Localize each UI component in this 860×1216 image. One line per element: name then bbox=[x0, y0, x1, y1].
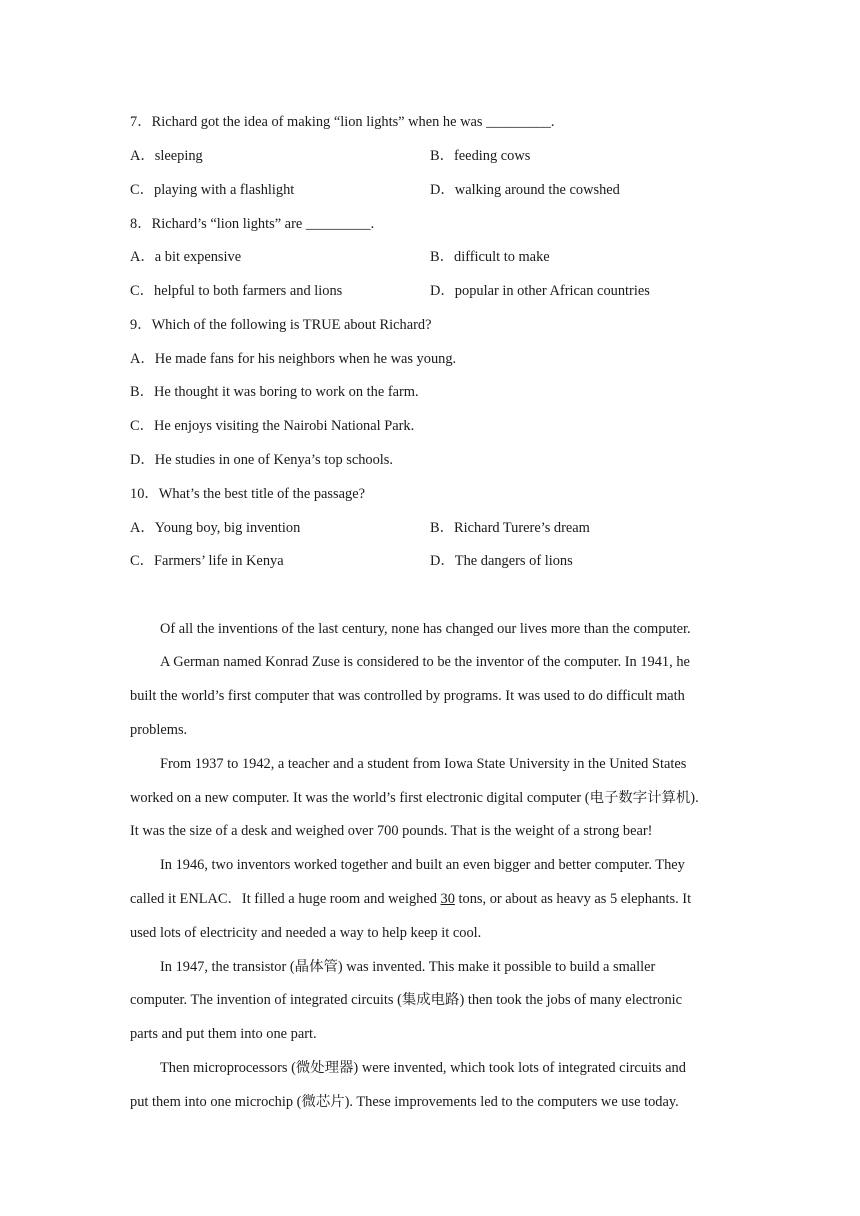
passage-line: computer. The invention of integrated circuits (集成电路) then took the jobs of many electronic bbox=[130, 992, 683, 1008]
option-label: D． bbox=[130, 452, 155, 468]
option-text: walking around the cowshed bbox=[454, 182, 620, 198]
option-8c[interactable] bbox=[130, 281, 342, 301]
option-label: B． bbox=[430, 520, 454, 536]
option-label: D． bbox=[430, 553, 455, 569]
question-number: 9． bbox=[130, 317, 152, 333]
option-text: He studies in one of Kenya’s top schools. bbox=[154, 452, 394, 468]
passage-line bbox=[130, 889, 691, 909]
option-text: difficult to make bbox=[454, 249, 550, 265]
option-text: a bit expensive bbox=[154, 249, 242, 265]
option-10d[interactable] bbox=[430, 551, 573, 571]
option-label: B． bbox=[430, 249, 454, 265]
option-label: C． bbox=[130, 553, 154, 569]
passage-line: problems. bbox=[130, 722, 188, 738]
passage-line: used lots of electricity and needed a way to help keep it cool. bbox=[130, 925, 482, 941]
option-9c[interactable] bbox=[130, 416, 414, 436]
passage-line: In 1946, two inventors worked together and built an even bigger and better computer. They bbox=[160, 857, 685, 873]
question-number: 7． bbox=[130, 114, 152, 130]
option-text: He enjoys visiting the Nairobi National Park. bbox=[154, 418, 415, 434]
question-stem: What’s the best title of the passage? bbox=[158, 486, 365, 502]
passage-line: built the world’s first computer that was controlled by programs. It was used to do difficult math bbox=[130, 688, 685, 704]
question-7 bbox=[130, 112, 554, 132]
passage-line: parts and put them into one part. bbox=[130, 1026, 317, 1042]
passage-line: In 1947, the transistor (晶体管) was invented. This make it possible to build a smaller bbox=[160, 959, 656, 975]
passage-text: tons, or about as heavy as 5 elephants. It bbox=[454, 891, 692, 907]
option-label: A． bbox=[130, 148, 155, 164]
question-10 bbox=[130, 484, 365, 504]
option-text: He made fans for his neighbors when he was young. bbox=[154, 351, 457, 367]
option-9a[interactable] bbox=[130, 349, 456, 369]
option-label: C． bbox=[130, 418, 154, 434]
question-9 bbox=[130, 315, 432, 335]
passage-line: It was the size of a desk and weighed over 700 pounds. That is the weight of a strong bear! bbox=[130, 823, 653, 839]
option-label: B． bbox=[130, 384, 154, 400]
option-7d[interactable] bbox=[430, 180, 620, 200]
option-label: C． bbox=[130, 182, 154, 198]
question-stem: Richard got the idea of making “lion lights” when he was _________. bbox=[151, 114, 555, 130]
passage-line: Then microprocessors (微处理器) were invented, which took lots of integrated circuits and bbox=[160, 1060, 686, 1076]
option-7c[interactable] bbox=[130, 180, 294, 200]
option-text: The dangers of lions bbox=[454, 553, 573, 569]
option-text: Young boy, big invention bbox=[154, 520, 301, 536]
question-8 bbox=[130, 214, 374, 234]
option-label: B． bbox=[430, 148, 454, 164]
option-text: Farmers’ life in Kenya bbox=[154, 553, 284, 569]
underlined-word: 30 bbox=[440, 891, 455, 907]
passage-text: called it ENLAC．It filled a huge room and weighed bbox=[130, 891, 441, 907]
passage-line: put them into one microchip (微芯片). These improvements led to the computers we use today. bbox=[130, 1094, 679, 1110]
option-text: He thought it was boring to work on the farm. bbox=[154, 384, 419, 400]
option-7a[interactable] bbox=[130, 146, 203, 166]
question-number: 8． bbox=[130, 216, 152, 232]
passage-line: Of all the inventions of the last century, none has changed our lives more than the computer. bbox=[160, 621, 691, 637]
question-stem: Richard’s “lion lights” are _________. bbox=[151, 216, 375, 232]
option-text: playing with a flashlight bbox=[154, 182, 295, 198]
option-text: popular in other African countries bbox=[454, 283, 650, 299]
option-text: sleeping bbox=[154, 148, 203, 164]
option-label: A． bbox=[130, 351, 155, 367]
option-10c[interactable] bbox=[130, 551, 284, 571]
question-number: 10． bbox=[130, 486, 159, 502]
option-7b[interactable] bbox=[430, 146, 530, 166]
option-label: A． bbox=[130, 520, 155, 536]
option-8a[interactable] bbox=[130, 247, 241, 267]
option-9d[interactable] bbox=[130, 450, 393, 470]
option-text: Richard Turere’s dream bbox=[454, 520, 590, 536]
option-8d[interactable] bbox=[430, 281, 650, 301]
passage-line: From 1937 to 1942, a teacher and a student from Iowa State University in the United States bbox=[160, 756, 687, 772]
option-text: feeding cows bbox=[454, 148, 531, 164]
passage-line: A German named Konrad Zuse is considered to be the inventor of the computer. In 1941, he bbox=[160, 654, 690, 670]
option-9b[interactable] bbox=[130, 382, 419, 402]
option-10b[interactable] bbox=[430, 518, 590, 538]
passage-line: worked on a new computer. It was the world’s first electronic digital computer (电子数字计算机). bbox=[130, 790, 699, 806]
option-label: D． bbox=[430, 283, 455, 299]
option-8b[interactable] bbox=[430, 247, 550, 267]
option-label: A． bbox=[130, 249, 155, 265]
option-10a[interactable] bbox=[130, 518, 300, 538]
question-stem: Which of the following is TRUE about Richard? bbox=[151, 317, 432, 333]
option-label: D． bbox=[430, 182, 455, 198]
option-label: C． bbox=[130, 283, 154, 299]
option-text: helpful to both farmers and lions bbox=[154, 283, 343, 299]
